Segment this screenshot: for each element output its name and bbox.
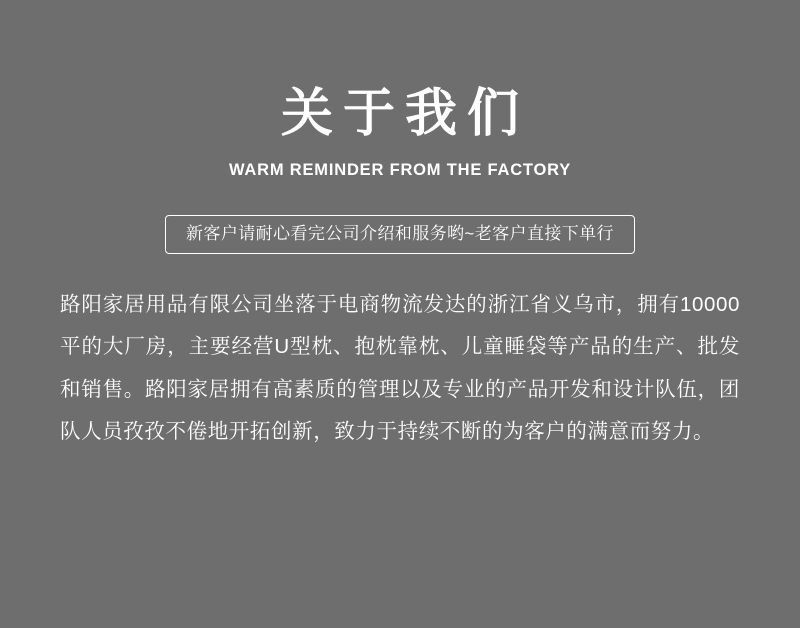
page-subtitle: WARM REMINDER FROM THE FACTORY <box>228 161 572 180</box>
page-title: 关于我们 <box>280 85 529 143</box>
header-block <box>0 0 800 181</box>
company-description: 路阳家居用品有限公司坐落于电商物流发达的浙江省义乌市，拥有10000平的大厂房，主要经营U型枕、抱枕靠枕、儿童睡袋等产品的生产、批发和销售。路阳家居拥有高素质的管理以及专业的产品开发和设计队伍，团队人员孜孜不倦地开拓创新，致力于持续不断的为客户的满意而努力。 <box>60 292 740 444</box>
notice-banner: 新客户请耐心看完公司介绍和服务哟~老客户直接下单行 <box>165 215 635 254</box>
body-block <box>0 284 800 454</box>
notice-row <box>0 215 800 254</box>
